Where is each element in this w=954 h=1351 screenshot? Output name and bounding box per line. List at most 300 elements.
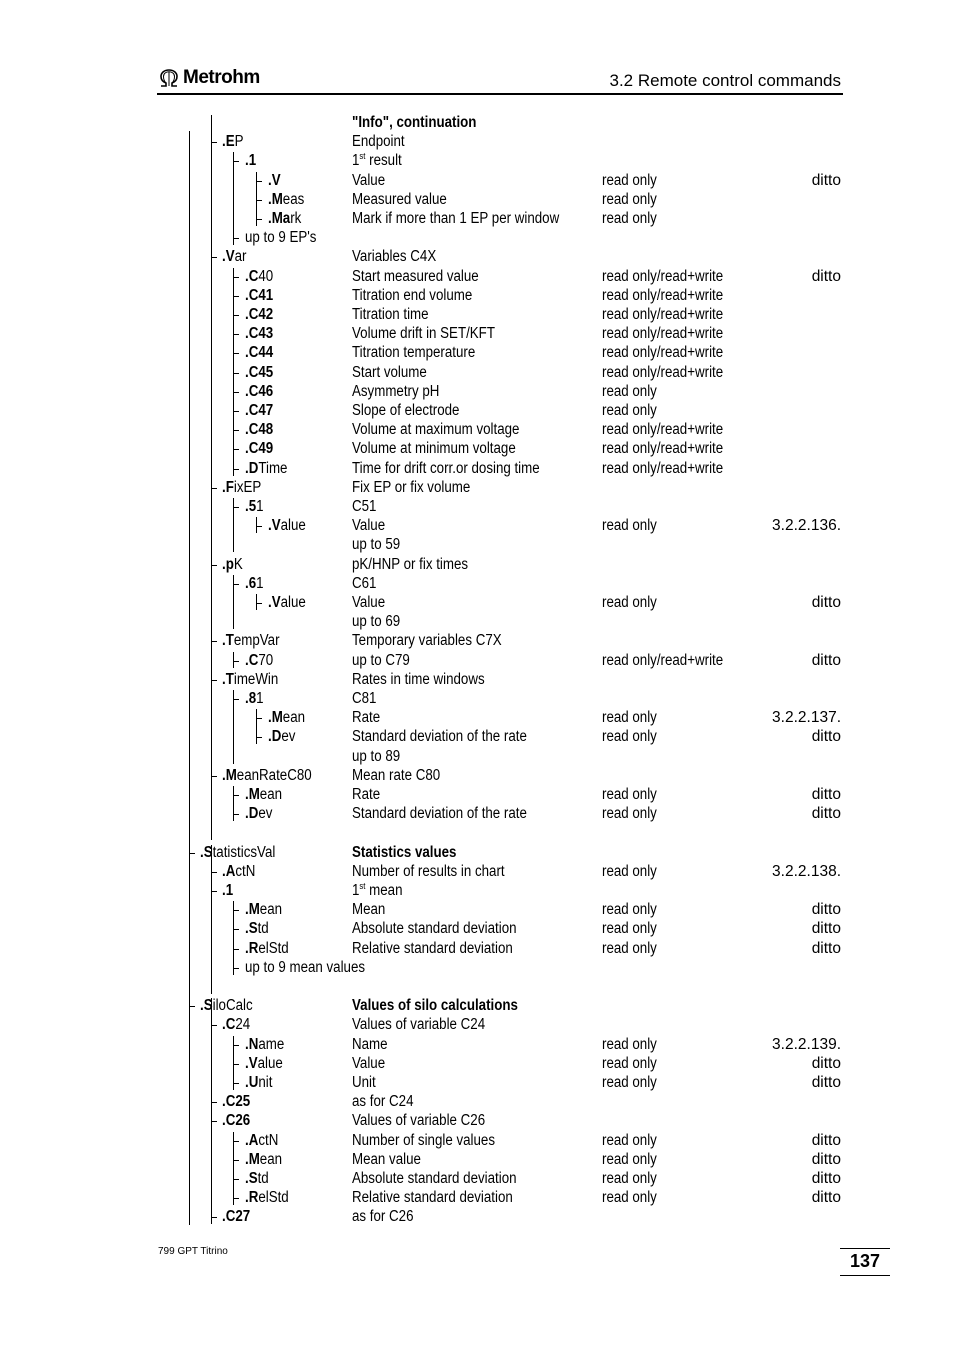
tree-connector-line [233,152,234,245]
tree-connector-line [233,575,234,629]
command-abbrev: .C49 [245,440,274,458]
command-description: Measured value [352,190,447,208]
section-reference: ditto [811,1131,841,1149]
command-description: up to C79 [352,651,410,669]
command-name [245,459,294,478]
command-rest: elStd [258,939,289,957]
access-mode: read only [602,709,657,727]
access-mode: read only/read+write [602,325,724,343]
command-rest: alue [280,594,306,611]
table-row [0,286,954,305]
command-description: Standard deviation of the rate [352,728,527,746]
tree-connector-line [189,131,190,1225]
access-mode: read only [602,805,657,823]
table-row [0,113,954,132]
section-reference: ditto [811,651,841,669]
command-description: Standard deviation of the rate [352,805,527,823]
command-tree-table [0,113,954,1233]
command-abbrev: .E [222,133,235,151]
command-description: Endpoint [352,133,405,151]
table-row [0,1207,954,1226]
section-reference: 3.2.2.138. [772,862,841,880]
command-description: Start measured value [352,267,479,285]
access-mode: read only [602,402,657,419]
table-row [0,459,954,478]
command-rest: 40 [258,267,274,285]
access-mode: read only [602,190,657,208]
table-row [0,670,954,689]
access-mode: read only [602,382,657,400]
command-abbrev: .C48 [245,421,274,439]
command-name [245,1169,273,1188]
table-row [0,881,954,900]
command-description: Rate [352,709,381,727]
table-row [0,1054,954,1073]
command-rest: 1 [256,498,264,515]
command-description: Asymmetry pH [352,382,440,400]
header-divider [157,93,843,95]
command-description: Statistics values [352,843,457,861]
command-name [245,958,385,977]
section-reference: ditto [811,1189,841,1207]
table-row [0,651,954,670]
table-row [0,151,954,170]
command-abbrev: .T [222,670,234,688]
command-abbrev: .C26 [222,1112,251,1130]
command-abbrev: .D [245,805,259,823]
command-description: Value [352,171,386,189]
command-description: Slope of electrode [352,402,460,419]
table-row [0,132,954,151]
section-reference: ditto [811,171,841,189]
command-abbrev: .R [245,939,259,957]
command-name [245,1035,291,1054]
command-name [245,228,328,247]
command-description: 1st mean [352,881,403,899]
command-description: Temporary variables C7X [352,632,502,650]
command-name [245,804,277,823]
command-rest: K [233,555,243,573]
command-name [245,1150,288,1169]
command-description: Start volume [352,363,427,381]
tree-connector-line [211,845,212,994]
table-row [0,420,954,439]
table-row [0,1111,954,1130]
table-row [0,823,954,842]
access-mode: read only [602,171,657,189]
command-description: Values of silo calculations [352,997,518,1015]
table-row [0,939,954,958]
command-abbrev: .M [245,1150,260,1168]
access-mode: read only/read+write [602,651,724,669]
command-rest: ean [259,901,283,919]
command-name [268,516,312,535]
table-row [0,862,954,881]
command-name [245,1073,277,1092]
command-abbrev: .S [245,920,258,938]
command-description: C81 [352,690,377,707]
section-reference: ditto [811,920,841,938]
section-title: 3.2 Remote control commands [609,71,841,90]
command-rest: ar [234,248,247,266]
table-row [0,804,954,823]
section-reference: 3.2.2.139. [772,1035,841,1053]
command-abbrev: .C46 [245,382,274,400]
section-reference: ditto [811,901,841,919]
command-abbrev: .C42 [245,306,274,323]
command-name [222,1111,255,1130]
table-row [0,708,954,727]
command-name [245,420,278,439]
command-name [245,401,278,420]
command-name [245,939,296,958]
table-row [0,190,954,209]
tree-connector-line [256,709,257,744]
command-name [222,478,268,497]
table-row [0,382,954,401]
table-row [0,919,954,938]
command-name [245,151,258,170]
table-row [0,1015,954,1034]
access-mode: read only [602,786,657,803]
command-abbrev: .M [245,901,260,919]
command-name [268,209,307,228]
table-row [0,843,954,862]
section-reference: ditto [811,594,841,611]
command-rest: ame [258,1035,285,1053]
tree-connector-line [233,1036,234,1090]
table-row [0,1169,954,1188]
command-abbrev: .6 [245,574,257,592]
command-rest: ctN [235,862,256,880]
table-row [0,958,954,977]
command-name [222,670,287,689]
command-description: Relative standard deviation [352,1189,513,1207]
command-description: up to 59 [352,536,401,554]
command-description: 1st result [352,151,402,170]
command-abbrev: .A [222,862,236,880]
table-row [0,977,954,996]
command-description: Mean rate C80 [352,766,441,784]
command-rest: P [234,133,244,151]
access-mode: read only/read+write [602,440,724,458]
command-abbrev: .C [222,1016,236,1034]
access-mode: read only [602,1150,657,1168]
command-name [222,132,247,151]
command-rest: alue [257,1054,283,1072]
table-row [0,996,954,1015]
command-rest: elStd [258,1189,289,1207]
command-description: Titration end volume [352,286,473,304]
command-abbrev: .1 [222,882,234,899]
table-row [0,267,954,286]
command-abbrev: .S [200,997,213,1015]
command-name [268,190,310,209]
command-abbrev: .U [245,1074,259,1091]
access-mode: read only [602,1035,657,1053]
product-name: 799 GPT Titrino [158,1246,228,1257]
command-description: as for C24 [352,1093,414,1111]
command-description: Values of variable C24 [352,1016,486,1034]
access-mode: read only [602,939,657,957]
command-name [245,305,278,324]
command-name [200,843,288,862]
command-description: Number of single values [352,1131,496,1149]
command-name [222,766,326,785]
command-name [200,996,261,1015]
access-mode: read only/read+write [602,459,724,477]
command-abbrev: .T [222,632,234,650]
command-description: up to 89 [352,747,401,765]
command-rest: 70 [258,651,274,669]
tree-connector-line [233,786,234,821]
command-description: pK/HNP or fix times [352,555,469,573]
command-rest: 24 [235,1016,251,1034]
tree-connector-line [233,901,234,975]
tree-connector-line [211,998,212,1224]
command-name [245,689,267,708]
tree-connector-line [256,594,257,610]
command-description: Absolute standard deviation [352,920,517,938]
command-rest: ixEP [233,478,262,496]
tree-connector-line [233,652,234,668]
command-name [245,497,267,516]
table-row [0,555,954,574]
section-reference: ditto [811,805,841,823]
command-abbrev: .1 [245,152,257,170]
brand-name: Metrohm [183,67,260,88]
command-abbrev: .C41 [245,286,274,304]
table-row [0,612,954,631]
command-name [222,631,289,650]
command-name [245,363,278,382]
access-mode: read only [602,210,657,227]
command-name [245,343,278,362]
table-row [0,1188,954,1207]
table-row [0,478,954,497]
command-abbrev: .S [245,1170,258,1187]
table-row [0,343,954,362]
command-abbrev: .V [268,594,281,611]
command-description: Mean value [352,1150,421,1168]
table-row [0,171,954,190]
command-rest: empVar [233,632,280,650]
command-description: C61 [352,574,377,592]
tree-connector-line [233,1132,234,1206]
table-row [0,574,954,593]
table-row [0,247,954,266]
command-description: Variables C4X [352,248,437,266]
command-rest: ean [259,786,283,803]
command-abbrev: .C [245,267,259,285]
command-abbrev: .D [268,728,282,746]
command-name [268,727,300,746]
tree-connector-line [233,690,234,764]
command-name [245,900,288,919]
table-row [0,324,954,343]
table-row [0,689,954,708]
access-mode: read only [602,862,657,880]
command-abbrev: .p [222,555,234,573]
command-abbrev: .M [245,786,260,803]
section-reference: 3.2.2.137. [772,709,841,727]
table-row [0,1035,954,1054]
metrohm-logo [158,66,260,90]
command-description: Time for drift corr.or dosing time [352,459,540,477]
command-abbrev: .M [268,190,283,208]
access-mode: read only [602,1074,657,1091]
command-name [245,382,278,401]
command-name [268,593,312,612]
command-abbrev: .S [200,843,213,861]
command-abbrev: .5 [245,498,257,515]
command-rest: Time [258,459,288,477]
command-abbrev: .C43 [245,325,274,343]
section-reference: ditto [811,1150,841,1168]
access-mode: read only/read+write [602,421,724,439]
command-abbrev: .C45 [245,363,274,381]
command-description: Unit [352,1074,376,1091]
command-abbrev: .8 [245,690,257,707]
command-description: as for C26 [352,1208,414,1226]
table-row [0,747,954,766]
command-abbrev: .F [222,478,234,496]
access-mode: read only [602,1131,657,1149]
section-reference: 3.2.2.136. [772,517,841,535]
command-description: Volume at minimum voltage [352,440,516,458]
table-row [0,1092,954,1111]
command-rest: ev [281,728,296,746]
command-name [245,785,288,804]
command-name [245,1054,289,1073]
command-abbrev: .V [222,248,235,266]
table-row [0,401,954,420]
page-number: 137 [849,1251,881,1271]
table-row [0,900,954,919]
access-mode: read only [602,594,657,611]
command-description: "Info", continuation [352,114,477,131]
tree-connector-line [256,172,257,226]
command-name [245,574,267,593]
command-abbrev: .C25 [222,1093,251,1111]
command-rest: up to 9 mean values [245,958,366,976]
table-row [0,305,954,324]
command-name [222,862,261,881]
command-name [245,919,273,938]
access-mode: read only [602,901,657,919]
table-row [0,209,954,228]
table-row [0,1073,954,1092]
table-row [0,439,954,458]
command-name [268,708,311,727]
command-name [222,1207,255,1226]
command-abbrev: .Ma [268,210,291,227]
command-rest: eanRateC80 [236,766,312,784]
command-abbrev: .V [268,171,281,189]
table-row [0,1150,954,1169]
command-description: Volume at maximum voltage [352,421,520,439]
access-mode: read only/read+write [602,306,724,323]
tree-connector-line [233,268,234,476]
command-name [245,1131,284,1150]
access-mode: read only [602,1189,657,1207]
access-mode: read only/read+write [602,286,724,304]
command-abbrev: .N [245,1035,259,1053]
command-name [222,1092,255,1111]
command-description: Values of variable C26 [352,1112,486,1130]
section-reference: ditto [811,786,841,803]
table-row [0,516,954,535]
section-reference: ditto [811,728,841,746]
table-row [0,497,954,516]
command-description: Absolute standard deviation [352,1170,517,1187]
command-rest: ctN [258,1131,279,1149]
command-rest: imeWin [233,670,279,688]
tree-connector-line [233,498,234,552]
tree-connector-line [211,115,212,840]
command-description: Titration time [352,306,429,323]
command-description: Mean [352,901,386,919]
command-abbrev: .M [268,709,283,727]
command-abbrev: .C47 [245,402,274,419]
command-name [268,171,283,190]
omega-logo-icon [158,68,180,88]
access-mode: read only [602,920,657,938]
table-row [0,766,954,785]
command-description: Fix EP or fix volume [352,478,471,496]
command-description: Name [352,1035,388,1053]
command-abbrev: .V [245,1054,258,1072]
table-row [0,631,954,650]
table-row [0,363,954,382]
command-description: Rates in time windows [352,670,485,688]
command-rest: 1 [256,574,264,592]
command-description: Titration temperature [352,344,476,362]
command-name [222,881,235,900]
command-abbrev: .R [245,1189,259,1207]
command-rest: iloCalc [212,997,253,1015]
command-rest: up to 9 EP's [245,229,317,247]
command-description: Volume drift in SET/KFT [352,325,495,343]
command-name [222,1015,255,1034]
command-rest: td [257,1170,269,1187]
command-abbrev: .M [222,766,237,784]
access-mode: read only [602,1054,657,1072]
section-reference: ditto [811,1074,841,1091]
command-description: Mark if more than 1 EP per window [352,210,560,227]
command-abbrev: .V [268,517,281,535]
command-abbrev: .D [245,459,259,477]
command-rest: ev [258,805,273,823]
command-rest: alue [280,517,306,535]
section-reference: ditto [811,1054,841,1072]
access-mode: read only/read+write [602,363,724,381]
section-reference: ditto [811,267,841,285]
command-name [222,555,246,574]
command-name [245,651,278,670]
table-row [0,593,954,612]
command-name [245,1188,296,1207]
table-row [0,228,954,247]
access-mode: read only/read+write [602,267,724,285]
table-row [0,785,954,804]
command-rest: eas [282,190,305,208]
command-name [245,286,278,305]
command-rest: ean [282,709,306,727]
command-description: Value [352,517,386,535]
command-name [245,324,278,343]
command-name [222,247,250,266]
